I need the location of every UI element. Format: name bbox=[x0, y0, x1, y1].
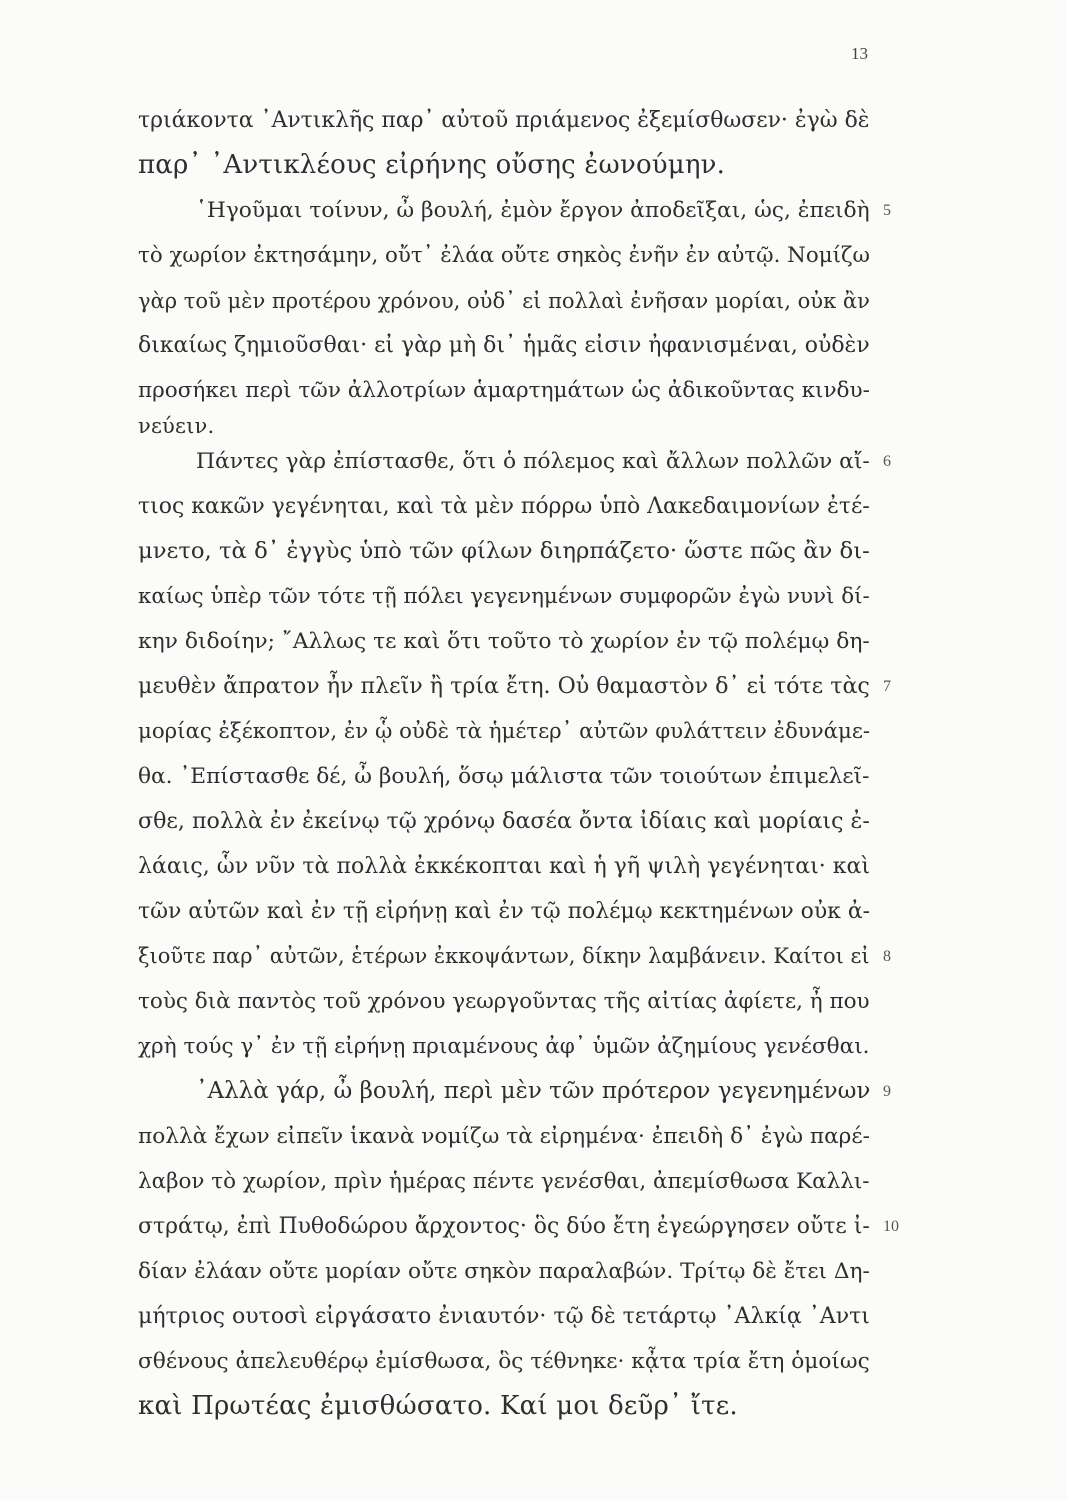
section-number: 9 bbox=[883, 1083, 891, 1100]
text-line: σθένους ἀπελευθέρῳ ἐμίσθωσα, ὃς τέθνηκε· κᾆτα τρία ἔτη ὁμοίως bbox=[138, 1349, 870, 1374]
text-line: γὰρ τοῦ μὲν προτέρου χρόνου, οὐδ᾿ εἰ πολλαὶ ἐνῆσαν μορίαι, οὐκ ἂν bbox=[138, 288, 870, 313]
section-number: 6 bbox=[883, 453, 891, 470]
text-line: ᾿Αλλὰ γάρ, ὦ βουλή, περὶ μὲν τῶν πρότερον γεγενημένων bbox=[196, 1078, 871, 1104]
text-line: χρὴ τούς γ᾿ ἐν τῇ εἰρήνῃ πριαμένους ἀφ᾿ ὑμῶν ἀζημίους γενέσθαι. bbox=[138, 1034, 870, 1059]
text-line: τῶν αὐτῶν καὶ ἐν τῇ εἰρήνῃ καὶ ἐν τῷ πολέμῳ κεκτημένων οὐκ ἀ- bbox=[138, 899, 871, 924]
page-number: 13 bbox=[851, 44, 868, 63]
text-line: τὸ χωρίον ἐκτησάμην, οὔτ᾿ ἐλάα οὔτε σηκὸς ἐνῆν ἐν αὐτῷ. Νομίζω bbox=[138, 243, 870, 268]
text-line: τοὺς διὰ παντὸς τοῦ χρόνου γεωργοῦντας τῆς αἰτίας ἀφίετε, ἦ που bbox=[138, 989, 870, 1014]
greek-text-body bbox=[138, 98, 870, 1429]
text-line: λαβον τὸ χωρίον, πρὶν ἡμέρας πέντε γενέσθαι, ἀπεμίσθωσα Καλλι- bbox=[138, 1169, 870, 1194]
text-line: καίως ὑπὲρ τῶν τότε τῇ πόλει γεγενημένων συμφορῶν ἐγὼ νυνὶ δί- bbox=[138, 584, 870, 609]
text-line: παρ᾿ ᾿Αντικλέους εἰρήνης οὔσης ἐωνούμην. bbox=[138, 150, 726, 180]
text-line: μήτριος ουτοσὶ εἰργάσατο ἐνιαυτόν· τῷ δὲ τετάρτῳ ᾿Αλκίᾳ ᾿Αντι bbox=[138, 1304, 870, 1329]
text-line: ξιοῦτε παρ᾿ αὐτῶν, ἑτέρων ἐκκοψάντων, δίκην λαμβάνειν. Καίτοι εἰ bbox=[138, 944, 870, 968]
text-line: θα. ᾿Επίστασθε δέ, ὦ βουλή, ὅσῳ μάλιστα τῶν τοιούτων ἐπιμελεῖ- bbox=[138, 764, 870, 789]
text-line: στράτῳ, ἐπὶ Πυθοδώρου ἄρχοντος· ὃς δύο ἔτη ἐγεώργησεν οὔτε ἰ- bbox=[138, 1214, 870, 1239]
text-line: πολλὰ ἔχων εἰπεῖν ἱκανὰ νομίζω τὰ εἰρημένα· ἐπειδὴ δ᾿ ἐγὼ παρέ- bbox=[138, 1124, 870, 1149]
text-line: μευθὲν ἄπρατον ἦν πλεῖν ἢ τρία ἔτη. Οὐ θαμαστὸν δ᾿ εἰ τότε τὰς bbox=[138, 673, 870, 699]
text-line: δικαίως ζημιοῦσθαι· εἰ γὰρ μὴ δι᾿ ἡμᾶς εἰσιν ἠφανισμέναι, οὐδὲν bbox=[138, 333, 870, 358]
section-number: 5 bbox=[883, 202, 891, 219]
text-line: λάαις, ὧν νῦν τὰ πολλὰ ἐκκέκοπται καὶ ἡ γῆ ψιλὴ γεγένηται· καὶ bbox=[138, 854, 871, 879]
text-line: σθε, πολλὰ ἐν ἐκείνῳ τῷ χρόνῳ δασέα ὄντα ἰδίαις καὶ μορίαις ἐ- bbox=[138, 808, 870, 834]
text-line: μορίας ἐξέκοπτον, ἐν ᾧ οὐδὲ τὰ ἡμέτερ᾿ αὐτῶν φυλάττειν ἐδυνάμε- bbox=[138, 719, 871, 744]
text-line: καὶ Πρωτέας ἐμισθώσατο. Καί μοι δεῦρ᾿ ἴτε. bbox=[138, 1391, 738, 1421]
section-number: 8 bbox=[883, 948, 891, 965]
text-line: κην διδοίην; ῎Αλλως τε καὶ ὅτι τοῦτο τὸ χωρίον ἐν τῷ πολέμῳ δη- bbox=[138, 629, 870, 654]
text-line: τιος κακῶν γεγένηται, καὶ τὰ μὲν πόρρω ὑπὸ Λακεδαιμονίων ἐτέ- bbox=[138, 494, 870, 519]
text-line: μνετο, τὰ δ᾿ ἐγγὺς ὑπὸ τῶν φίλων διηρπάζετο· ὥστε πῶς ἂν δι- bbox=[138, 538, 870, 564]
text-line: νεύειν. bbox=[138, 414, 215, 438]
text-line: Πάντες γὰρ ἐπίστασθε, ὅτι ὁ πόλεμος καὶ ἄλλων πολλῶν αἴ- bbox=[196, 449, 870, 474]
text-line: προσήκει περὶ τῶν ἀλλοτρίων ἁμαρτημάτων ὡς ἀδικοῦντας κινδυ- bbox=[138, 378, 870, 403]
text-line: δίαν ἐλάαν οὔτε μορίαν οὔτε σηκὸν παραλαβών. Τρίτῳ δὲ ἔτει Δη- bbox=[138, 1259, 870, 1284]
text-line: ῾Ηγοῦμαι τοίνυν, ὦ βουλή, ἐμὸν ἔργον ἀποδεῖξαι, ὡς, ἐπειδὴ bbox=[196, 198, 870, 223]
section-number: 10 bbox=[883, 1218, 899, 1235]
text-line: τριάκοντα ᾿Αντικλῆς παρ᾿ αὐτοῦ πριάμενος ἐξεμίσθωσεν· ἐγὼ δὲ bbox=[138, 108, 870, 133]
section-number: 7 bbox=[883, 678, 891, 695]
